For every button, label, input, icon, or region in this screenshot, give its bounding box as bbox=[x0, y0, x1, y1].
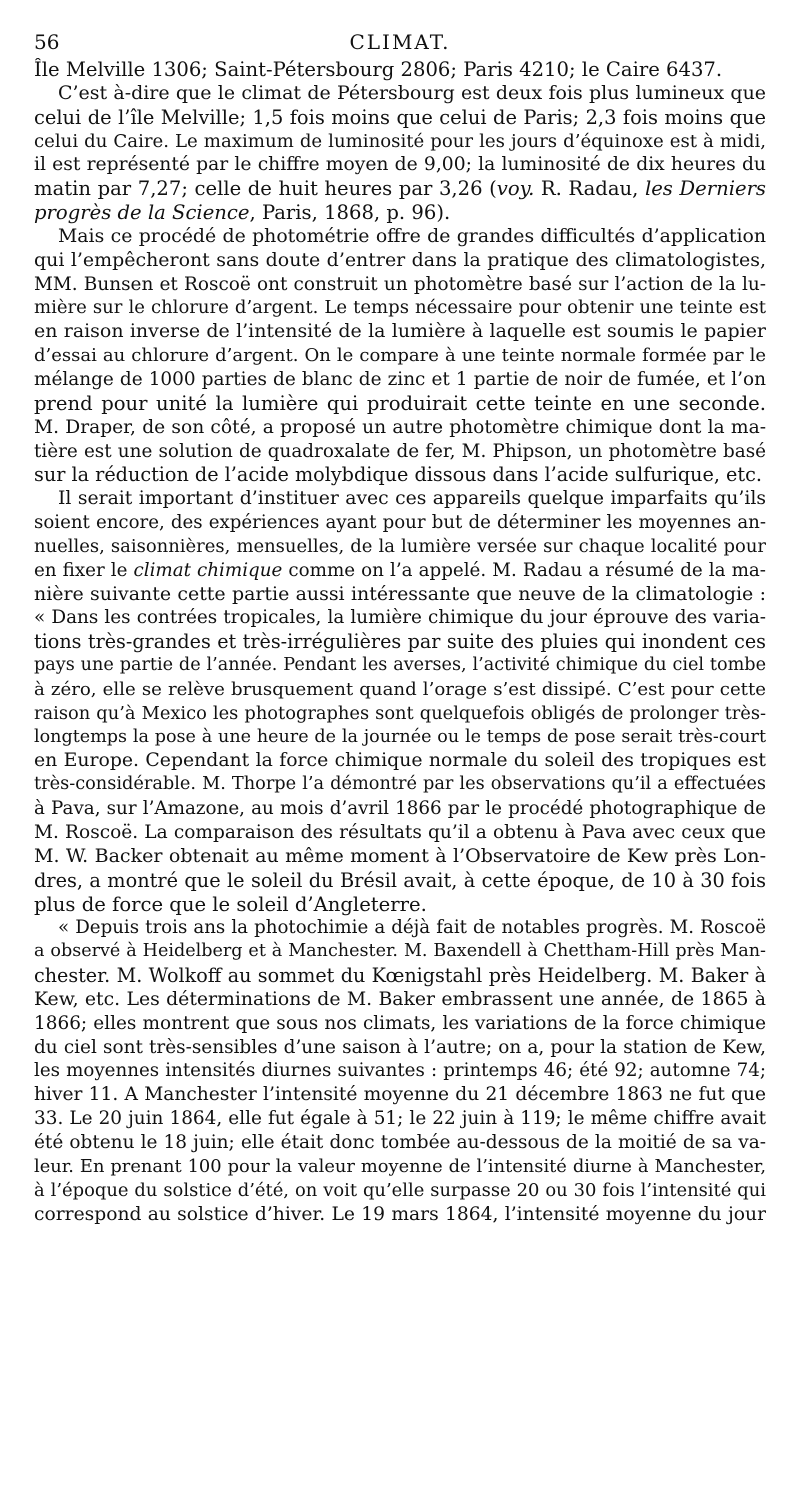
text-line: longtemps la pose à une heure de la journée ou le temps de pose serait très-court bbox=[34, 726, 766, 747]
text-line: qui l’empêcheront sans doute d’entrer dans la pratique des climatologistes, bbox=[34, 248, 766, 271]
text-line: « Depuis trois ans la photochimie a déjà fait de notables progrès. M. Roscoë bbox=[58, 917, 766, 939]
text-line: nuelles, saisonnières, mensuelles, de la lumière versée sur chaque localité pour bbox=[34, 535, 766, 557]
text-line: progrès de la Science, Paris, 1868, p. 96). bbox=[34, 201, 451, 225]
text-line: « Dans les contrées tropicales, la lumière chimique du jour éprouve des varia- bbox=[34, 607, 766, 629]
text-line: en fixer le climat chimique comme on l’a appelé. M. Radau a résumé de la ma- bbox=[34, 559, 766, 581]
text-line: nière suivante cette partie aussi intéressante que neuve de la climatologie : bbox=[34, 582, 766, 605]
text-line: hiver 11. A Manchester l’intensité moyenne du 21 décembre 1863 ne fut que bbox=[34, 1084, 766, 1106]
text-line: Il serait important d’instituer avec ces appareils quelque imparfaits qu’ils bbox=[58, 488, 766, 510]
text-line: chester. M. Wolkoff au sommet du Kœnigstahl près Heidelberg. M. Baker à bbox=[34, 964, 766, 988]
text-line: MM. Bunsen et Roscoë ont construit un photomètre basé sur l’action de la lu- bbox=[34, 273, 766, 295]
text-line: du ciel sont très-sensibles d’une saison à l’autre; on a, pour la station de Kew, bbox=[34, 1036, 766, 1058]
text-line: tions très-grandes et très-irrégulières par suite des pluies qui inondent ces bbox=[34, 630, 766, 654]
text-line: été obtenu le 18 juin; elle était donc tombée au-dessous de la moitié de sa va- bbox=[34, 1131, 766, 1153]
text-line: matin par 7,27; celle de huit heures par 3,26 (voy. R. Radau, les Derniers bbox=[34, 177, 766, 201]
text-line: celui du Caire. Le maximum de luminosité pour les jours d’équinoxe est à midi, bbox=[34, 130, 766, 152]
text-line: dres, a montré que le soleil du Brésil avait, à cette époque, de 10 à 30 fois bbox=[34, 868, 766, 892]
text-line: Mais ce procédé de photométrie offre de grandes difficultés d’application bbox=[58, 224, 766, 247]
text-line: prend pour unité la lumière qui produirait cette teinte en une seconde. bbox=[34, 391, 766, 415]
text-line: les moyennes intensités diurnes suivantes : printemps 46; été 92; automne 74; bbox=[34, 1060, 766, 1082]
text-line: a observé à Heidelberg et à Manchester. M. Baxendell à Chettham-Hill près Man- bbox=[34, 941, 766, 962]
text-line: pays une partie de l’année. Pendant les averses, l’activité chimique du ciel tombe bbox=[34, 655, 766, 676]
text-line: Kew, etc. Les déterminations de M. Baker embrassent une année, de 1865 à bbox=[34, 988, 766, 1010]
text-line: à l’époque du solstice d’été, on voit qu’elle surpasse 20 ou 30 fois l’intensité qui bbox=[34, 1179, 766, 1201]
text-line: C’est à-dire que le climat de Pétersbourg est deux fois plus lumineux que bbox=[58, 81, 766, 104]
text-line: à Pava, sur l’Amazone, au mois d’avril 1866 par le procédé photographique de bbox=[34, 798, 766, 820]
text-line: tière est une solution de quadroxalate de fer, M. Phipson, un photomètre basé bbox=[34, 440, 766, 462]
text-line: raison qu’à Mexico les photographes sont quelquefois obligés de prolonger très- bbox=[34, 702, 766, 724]
text-line: correspond au solstice d’hiver. Le 19 mars 1864, l’intensité moyenne du jour bbox=[34, 1203, 766, 1225]
text-line: en Europe. Cependant la force chimique normale du soleil des tropiques est bbox=[34, 750, 766, 772]
text-line: d’essai au chlorure d’argent. On le compare à une teinte normale formée par le bbox=[34, 345, 766, 367]
text-line: plus de force que le soleil d’Angleterre. bbox=[34, 892, 427, 916]
text-line: il est représenté par le chiffre moyen de 9,00; la luminosité de dix heures du bbox=[34, 154, 766, 176]
text-line: M. Draper, de son côté, a proposé un autre photomètre chimique dont la ma- bbox=[34, 416, 766, 438]
text-line: à zéro, elle se relève brusquement quand l’orage s’est dissipé. C’est pour cette bbox=[34, 678, 766, 700]
page-number: 56 bbox=[34, 30, 60, 54]
text-line: sur la réduction de l’acide molybdique dissous dans l’acide sulfurique, etc. bbox=[34, 463, 762, 487]
text-line: leur. En prenant 100 pour la valeur moyenne de l’intensité diurne à Manchester, bbox=[34, 1155, 766, 1177]
text-line: celui de l’île Melville; 1,5 fois moins que celui de Paris; 2,3 fois moins que bbox=[34, 105, 766, 129]
running-title: CLIMAT. bbox=[349, 30, 451, 54]
text-line: 33. Le 20 juin 1864, elle fut égale à 51; le 22 juin à 119; le même chiffre avait bbox=[34, 1108, 766, 1130]
text-line: mière sur le chlorure d’argent. Le temps nécessaire pour obtenir une teinte est bbox=[34, 297, 766, 319]
text-line: M. W. Backer obtenait au même moment à l’Observatoire de Kew près Lon- bbox=[34, 844, 766, 867]
text-line: M. Roscoë. La comparaison des résultats qu’il a obtenu à Pava avec ceux que bbox=[34, 822, 766, 843]
text-line: très-considérable. M. Thorpe l’a démontré par les observations qu’il a effectuées bbox=[34, 774, 766, 795]
text-line: 1866; elles montrent que sous nos climats, les variations de la force chimique bbox=[34, 1012, 766, 1034]
body-text bbox=[34, 58, 766, 1226]
text-line: en raison inverse de l’intensité de la lumière à laquelle est soumis le papier bbox=[34, 320, 766, 343]
text-line: mélange de 1000 parties de blanc de zinc et 1 partie de noir de fumée, et l’on bbox=[34, 368, 766, 390]
page-header bbox=[34, 30, 766, 56]
text-line: Île Melville 1306; Saint-Pétersbourg 2806; Paris 4210; le Caire 6437. bbox=[34, 58, 723, 81]
text-line: soient encore, des expériences ayant pour but de déterminer les moyennes an- bbox=[34, 512, 766, 534]
